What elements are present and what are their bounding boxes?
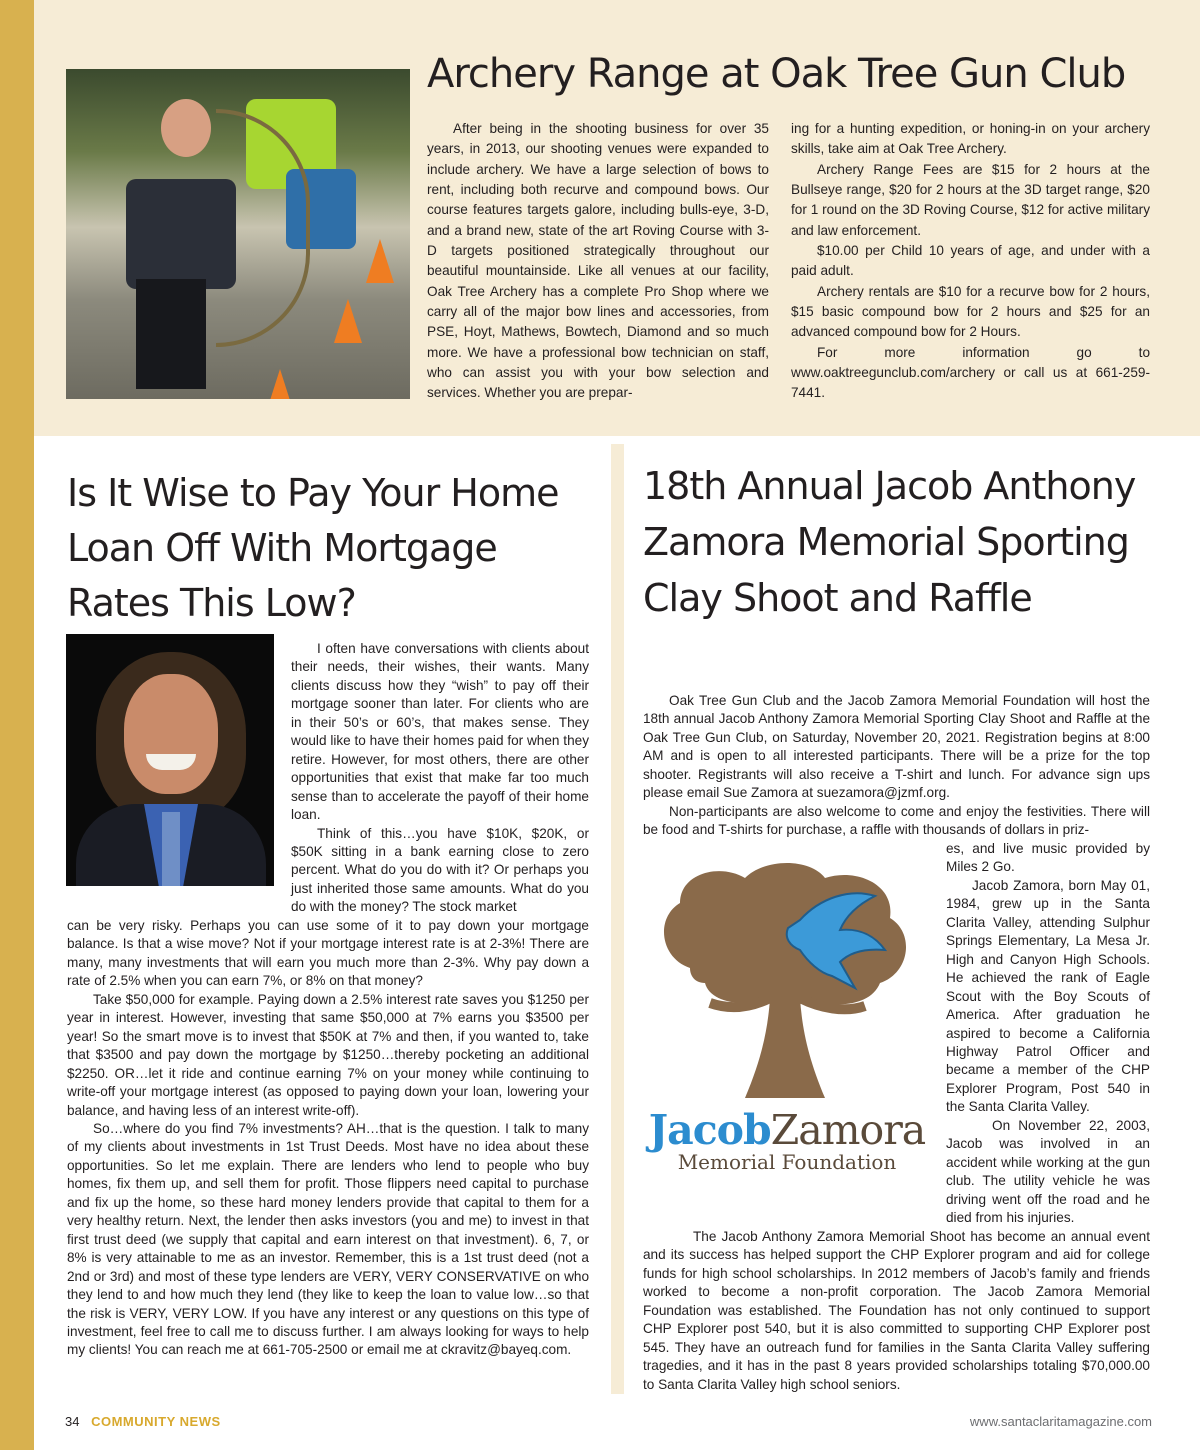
portrait-face [124, 674, 218, 794]
archery-paragraph: For more information go to www.oaktreegunclub.com/archery or call us at 661-259-7441. [791, 344, 1150, 401]
archery-paragraph: $10.00 per Child 10 years of age, and under with a paid adult. [791, 243, 1150, 279]
archery-headline: Archery Range at Oak Tree Gun Club [427, 51, 1126, 97]
zamora-paragraph: On November 22, 2003, Jacob was involved in an accident while working at the gun club. The utility vehicle he was driving went off the road and he died from his injuries. [946, 1117, 1150, 1226]
zamora-column-bottom [643, 1228, 1150, 1394]
photo-cone [266, 369, 294, 399]
footer-url: www.santaclaritamagazine.com [969, 1414, 1152, 1429]
left-accent-bar [0, 0, 34, 1450]
photo-cone [334, 299, 362, 343]
logo-last-name: Zamora [770, 1106, 926, 1154]
column-divider [611, 444, 624, 1394]
zamora-headline: 18th Annual Jacob Anthony Zamora Memorial Sporting Clay Shoot and Raffle [643, 464, 1136, 620]
archery-column-1 [427, 119, 769, 404]
archery-paragraph: Archery rentals are $10 for a recurve bow for 2 hours, $15 basic compound bow for 2 hours and $25 for an advanced compound bow for 2 Hours. [791, 283, 1150, 340]
page-number: 34 [65, 1414, 80, 1429]
mortgage-column-beside-photo [291, 640, 589, 917]
zamora-paragraph: Oak Tree Gun Club and the Jacob Zamora Memorial Foundation will host the 18th annual Jacob Anthony Zamora Memorial Sporting Clay Shoot and Raffle at the Oak Tree Gun Club, on Saturday, November 20, 2021. Registration begins at 8:00 AM and is open to all interested participants. There will be a prize for the top shooter. Registrants will also receive a T-shirt and lunch. For advance sign ups please email Sue Zamora at suezamora@jzmf.org. [643, 693, 1150, 801]
photo-figure [161, 99, 211, 157]
page-footer-left [65, 1414, 221, 1429]
logo-subtitle: Memorial Foundation [677, 1150, 897, 1174]
zamora-paragraph: Non-participants are also welcome to come and enjoy the festivities. There will be food and T-shirts for purchase, a raffle with thousands of dollars in priz- [643, 803, 1150, 838]
mortgage-column-full [67, 917, 589, 1360]
zamora-foundation-logo [642, 858, 932, 1178]
archery-paragraph: Archery Range Fees are $15 for 2 hours at the Bullseye range, $20 for 2 hours at the 3D target range, $20 for 1 round on the 3D Roving Course, $12 for active military and law enforcement. [791, 161, 1150, 238]
author-portrait [66, 634, 274, 886]
zamora-paragraph: Jacob Zamora, born May 01, 1984, grew up in the Santa Clarita Valley, attending Sulphur Springs Elementary, La Mesa Jr. High and Canyon High Schools. He achieved the rank of Eagle Scout with the Boy Scouts of America. After graduation he aspired to become a California Highway Patrol Officer and became a member of the CHP Explorer Program, Post 540 in the Santa Clarita Valley. [946, 877, 1150, 1115]
archery-paragraph: ing for a hunting expedition, or honing-in on your archery skills, take aim at Oak Tree Archery. [791, 121, 1150, 157]
mortgage-paragraph: can be very risky. Perhaps you can use some of it to pay down your mortgage balance. Is that a wise move? Not if your mortgage interest rate is at 2-3%! There are many, many investments that will earn you much more than 2-3%. Why pay down a rate of 2.5% when you can earn 7%, or 8% on that money? [67, 918, 589, 989]
mortgage-headline: Is It Wise to Pay Your Home Loan Off With Mortgage Rates This Low? [67, 471, 559, 625]
section-name: COMMUNITY NEWS [91, 1414, 221, 1429]
mortgage-paragraph: Think of this…you have $10K, $20K, or $50K sitting in a bank earning close to zero percent. What do you do with it? Or perhaps you just inherited those same amounts. What do you do with the money? The stock market [291, 825, 589, 915]
archery-column-2 [791, 119, 1150, 404]
archery-paragraph: After being in the shooting business for over 35 years, in 2013, our shooting venues were expanded to include archery. We have a large selection of bows to rent, including both recurve and compound bows. Our course features targets galore, including bulls-eye, 3-D, and a brand new, state of the art Roving Course with 3-D targets positioned strategically throughout our beautiful mountainside. Like all venues at our facility, Oak Tree Archery has a complete Pro Shop where we carry all of the major bow lines and accessories, from PSE, Hoyt, Mathews, Bowtech, Diamond and so much more. We have a professional bow technician on staff, who can assist you with your bow selection and services. Whether you are prepar- [427, 121, 769, 401]
photo-figure [136, 279, 206, 389]
zamora-paragraph: es, and live music provided by Miles 2 Go. [946, 841, 1150, 875]
zamora-intro [643, 692, 1150, 840]
zamora-column-beside-logo [946, 840, 1150, 1228]
mortgage-paragraph: I often have conversations with clients about their needs, their wishes, their wants. Many clients discuss how they “wish” to pay off their mortgage sooner than later. For clients who are in their 50’s or 60’s, that makes sense. They would like to have their homes paid for when they retire. However, for most others, there are other opportunities that exist that make far too much sense than to accelerate the payoff of their home loan. [291, 641, 589, 823]
mortgage-paragraph: So…where do you find 7% investments? AH…that is the question. I talk to many of my clients about investments in 1st Trust Deeds. Most have no idea about these opportunities. So let me explain. There are lenders who lend to people who buy homes, fix them up, and sell them for profit. Those flippers need capital to purchase and fix up the home, so these hard money lenders provide that capital to them for a very healthy return. Next, the lender then asks investors (you and me) to invest in that first trust deed (we supply that capital and earn interest on that investment). 6, 7, or 8% is very attainable to me as an investor. Remember, this is a 1st trust deed (not a 2nd or 3rd) and most of these type lenders are VERY, VERY CONSERVATIVE on who they lend to and how much they lend (they like to keep the loan to value low…so that the risk is VERY, VERY LOW. If you have any interest or any questions on this type of investment, feel free to call me to discuss further. I am always looking for ways to help my clients! You can reach me at 661-705-2500 or email me at ckravitz@bayeq.com. [67, 1120, 589, 1358]
tree-icon [650, 858, 922, 1108]
archery-photo [66, 69, 410, 399]
portrait-tie [162, 812, 180, 886]
zamora-paragraph: The Jacob Anthony Zamora Memorial Shoot has become an annual event and its success has helped support the CHP Explorer program and aid for college funds for high school scholarships. In 2012 members of Jacob’s family and friends worked to become a non-profit corporation. The Jacob Zamora Memorial Foundation was established. The Foundation has not only continued to support CHP Explorer post 540, but it is also committed to supporting CHP Explorer post 545. They have an outreach fund for families in the Santa Clarita Valley suffering tragedies, and it has in the past 8 years provided scholarships totaling $70,000.00 to Santa Clarita Valley high school seniors. [643, 1229, 1150, 1392]
photo-cone [366, 239, 394, 283]
logo-name [642, 1108, 932, 1152]
mortgage-paragraph: Take $50,000 for example. Paying down a 2.5% interest rate saves you $1250 per year in interest. However, investing that same $50,000 at 7% earns you $3500 per year! So the smart move is to invest that $50K at 7% and then, if you wanted to, take that $3500 and pay down the mortgage by $1250…thereby pocketing an additional $2250. OR…let it ride and continue earning 7% on your money while continuing to write-off your mortgage interest (as opposed to paying down your loan, lowering your balance, and having less of an interest write-off). [67, 991, 589, 1118]
logo-first-name: Jacob [648, 1106, 771, 1154]
